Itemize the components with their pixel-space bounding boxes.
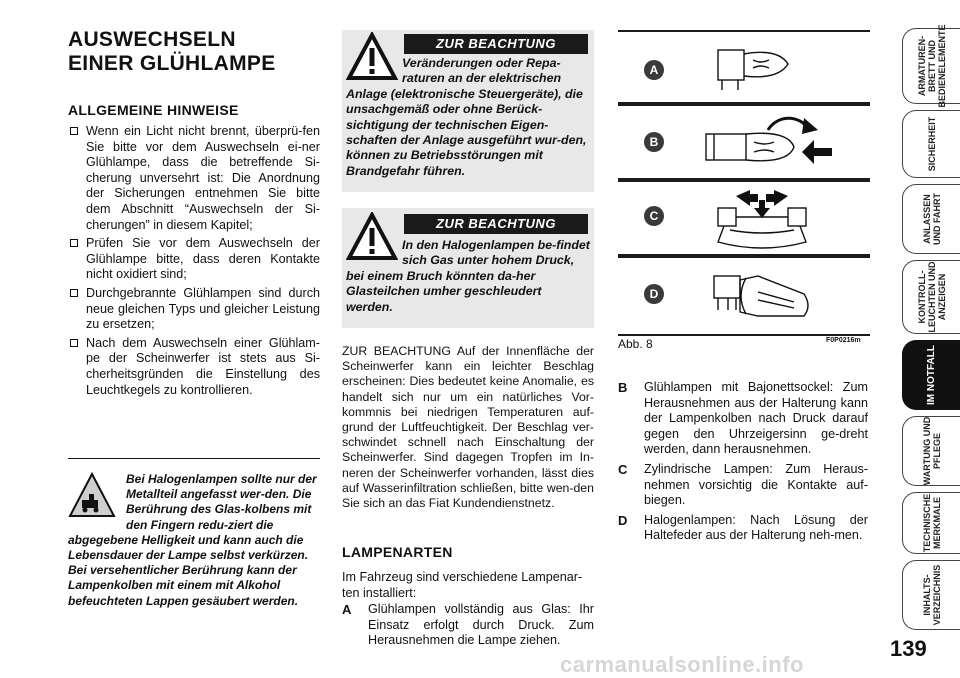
lamp-type-letter: D — [618, 512, 628, 528]
page-number: 139 — [890, 636, 927, 661]
bullet-fuse-check: Wenn ein Licht nicht brennt, überprü-fen Sie bitte vor dem Auswechseln ei-ner Glühlampe, dass die betreffende Si-cherung unversehrt ist: Die Anordnung der Sicherungen entnehmen Sie bitte dem Abschnitt “Auswechseln der Si-cherungen” in diesem Kapitel; — [68, 124, 320, 233]
halogen-note-text: Bei Halogenlampen sollte nur der Metallteil angefasst wer-den. Die Berührung des Glas-kolbens mit den Fingern redu-ziert die abgegebene Helligkeit und kann auch die Lebensdauer der Lampe selbst verkürzen. Bei versehentlicher Berührung kann der Lampenkolben mit einem mit Alkohol befeuchteten Lappen gesäubert werden. — [68, 472, 317, 608]
halogen-note-icon — [68, 472, 116, 520]
lamp-type-letter: B — [618, 380, 628, 395]
tab-kontrollleuchten[interactable]: KONTROLL- LEUCHTEN UND ANZEIGEN — [902, 260, 960, 334]
lamp-type-d — [618, 513, 868, 544]
note-divider — [68, 458, 320, 459]
figure-panel — [618, 30, 870, 336]
lamp-type-b — [618, 380, 868, 458]
figure-code: F0P0216m — [826, 337, 861, 344]
page-title — [68, 28, 276, 76]
tab-technische-merkmale[interactable]: TECHNISCHE MERKMALE — [902, 492, 960, 554]
lamp-type-text: Halogenlampen: Nach Lösung der Haltefeder aus der Halterung neh-men. — [644, 512, 868, 543]
badge-d: D — [644, 284, 664, 304]
lamp-types-right — [618, 380, 868, 544]
badge-c: C — [644, 206, 664, 226]
badge-a: A — [644, 60, 664, 80]
lamp-type-text: Zylindrische Lampen: Zum Heraus-nehmen vorsichtig die Kontakte auf-biegen. — [644, 461, 868, 508]
general-bullet-list — [68, 124, 320, 401]
title-line-2: EINER GLÜHLAMPE — [68, 52, 276, 75]
warning-1-label: ZUR BEACHTUNG — [404, 34, 588, 54]
condensation-text: ZUR BEACHTUNG Auf der Innenfläche der Scheinwerfer kann ein leichter Beschlag erscheinen: Dies bedeutet keine Anomalie, es handelt sich nur um ein natürliches Vor-kommnis bei niedrigen Temperaturen auf-grund der Luftfeuchtigkeit. Der Beschlag ver-schwindet schnell nach Einschaltung der Scheinwerfer. Sind dagegen Tropfen im In-neren der Scheinwerfer vorhanden, lässt dies auf Wasserinfiltration schließen, bitte wen-den Sie sich an das Fiat Kundendienstnetz. — [342, 344, 594, 511]
lamp-types-heading: LAMPENARTEN — [342, 544, 453, 560]
lamp-type-letter: A — [342, 602, 352, 617]
tab-armaturenbrett[interactable]: ARMATUREN- BRETT UND BEDIENELEMENTE — [902, 28, 960, 104]
warning-1-text — [346, 56, 590, 179]
bullet-replace-type: Durchgebrannte Glühlampen sind durch neue gleichen Typs und gleicher Leistung zu ersetzen; — [68, 286, 320, 333]
watermark: carmanualsonline.info — [560, 652, 804, 677]
lamp-type-letter: C — [618, 461, 628, 477]
tab-wartung[interactable]: WARTUNG UND PFLEGE — [902, 416, 960, 486]
warning-2-label: ZUR BEACHTUNG — [404, 214, 588, 234]
title-line-1: AUSWECHSELN — [68, 28, 236, 51]
lamp-type-text: Glühlampen mit Bajonettsockel: Zum Herausnehmen aus der Halterung kann der Lampenkolben nach Druck darauf gegen den Uhrzeigersinn ge-dreht werden, dann herausnehmen. — [644, 380, 868, 457]
bullet-contacts: Prüfen Sie vor dem Auswechseln der Glühlampe bitte, dass deren Kontakte nicht oxidiert sind; — [68, 236, 320, 283]
lamp-type-c — [618, 462, 868, 509]
lamp-types-intro: Im Fahrzeug sind verschiedene Lampenar-ten installiert: — [342, 570, 583, 600]
general-heading: ALLGEMEINE HINWEISE — [68, 102, 239, 118]
tab-sicherheit[interactable]: SICHERHEIT — [902, 110, 960, 178]
tab-anlassen[interactable]: ANLASSEN UND FAHRT — [902, 184, 960, 254]
tab-inhaltsverzeichnis[interactable]: INHALTS- VERZEICHNIS — [902, 560, 960, 630]
bullet-beam-adjust: Nach dem Auswechseln einer Glühlam-pe der Scheinwerfer ist stets aus Si-cherheitsgründen die Einstellung des Leuchtkegels zu kontrollieren. — [68, 336, 320, 398]
badge-b: B — [644, 132, 664, 152]
halogen-note — [68, 472, 318, 609]
tab-im-notfall[interactable]: IM NOTFALL — [902, 340, 960, 410]
figure-caption: Abb. 8 — [618, 337, 653, 351]
warning-2-text — [346, 238, 590, 315]
lamp-type-a — [342, 602, 594, 649]
warning-2-body: In den Halogenlampen be-findet sich Gas unter hohem Druck, bei einem Bruch könnten da-her Glasteilchen umher geschleudert werden. — [346, 238, 590, 314]
warning-1-body: Veränderungen oder Repa-raturen an der elektrischen Anlage (elektronische Steuergeräte), die unsachgemäß oder ohne Berück-sichtigung der technischen Eigen-schaften der Anlage ausgeführt wur-den, können zu Betriebsstörungen mit Brandgefahr führen. — [346, 56, 587, 178]
lamp-type-text: Glühlampen vollständig aus Glas: Ihr Einsatz erfolgt durch Druck. Zum Herausnehmen die Lampe ziehen. — [368, 602, 594, 648]
